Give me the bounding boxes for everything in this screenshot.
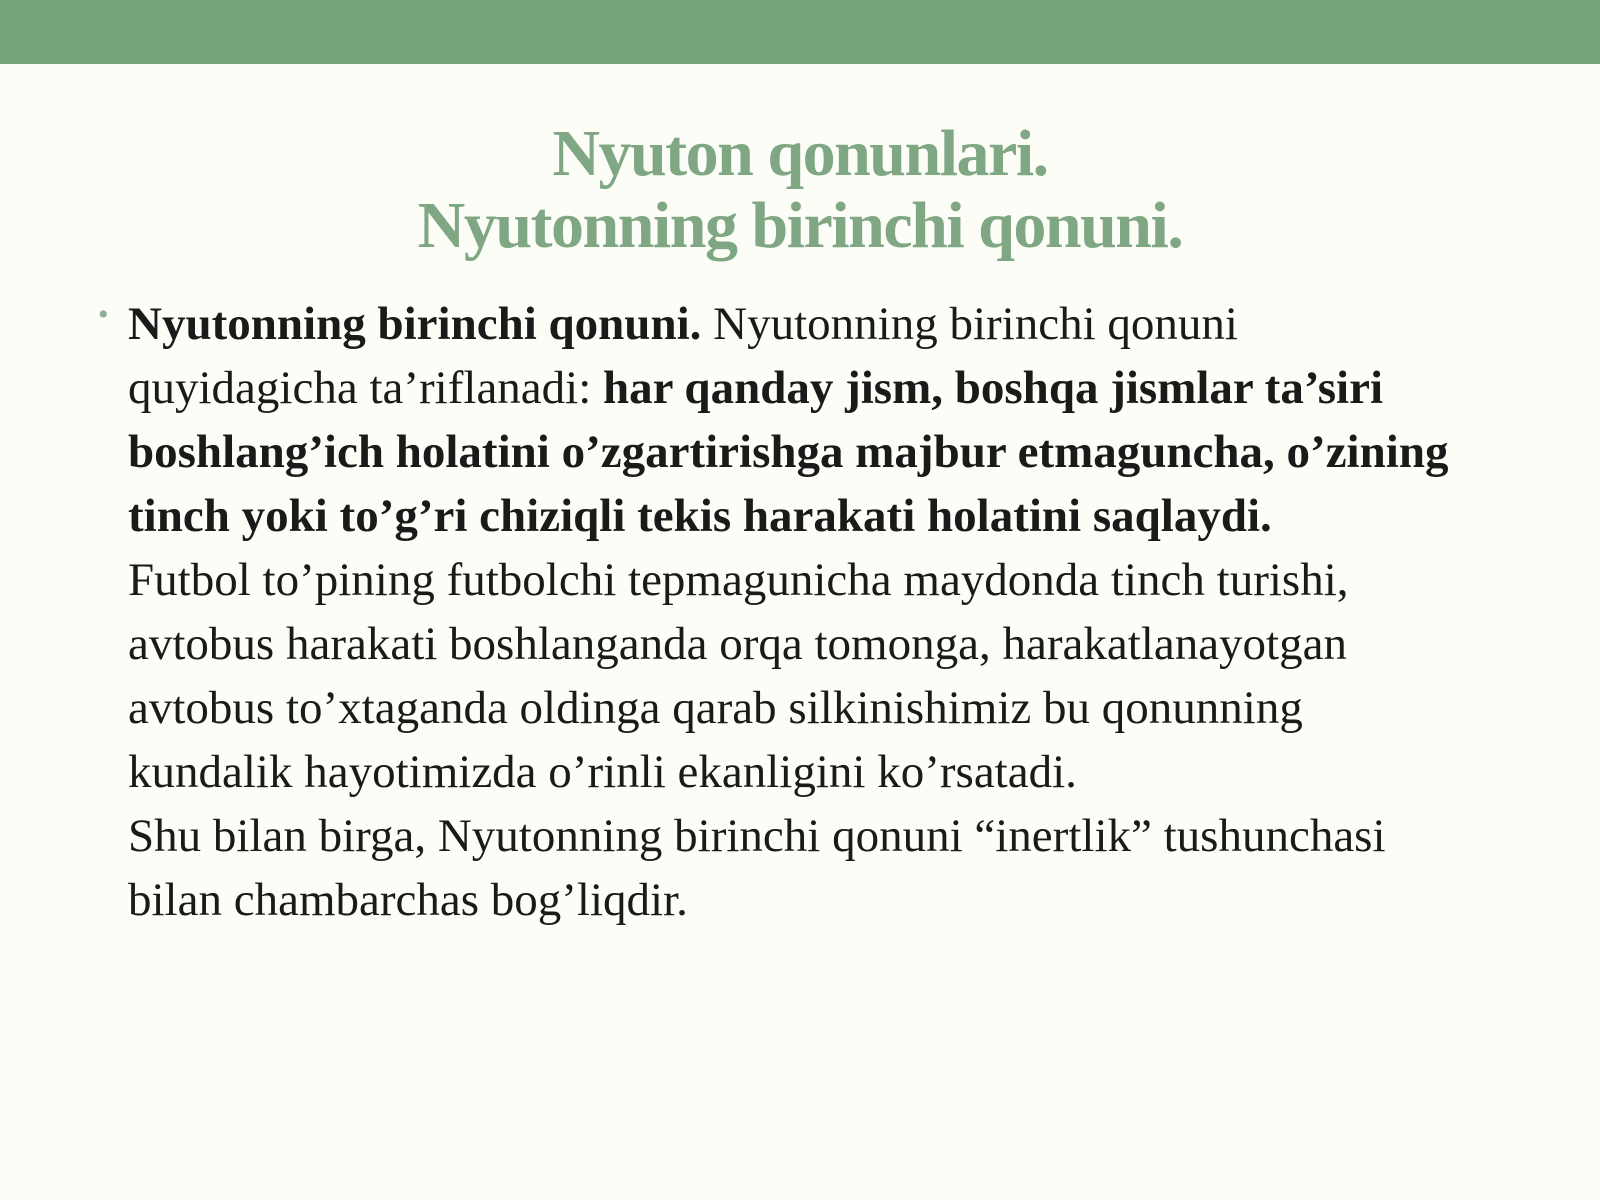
bullet-dot-icon: •: [98, 298, 109, 331]
bold-lead: Nyutonning birinchi qonuni.: [128, 298, 702, 350]
title-line-1: Nyuton qonunlari.: [552, 117, 1048, 190]
slide-title: [0, 118, 1600, 262]
header-accent-bar: [0, 0, 1600, 64]
bullet-text: [128, 292, 1478, 932]
title-line-2: Nyutonning birinchi qonuni.: [417, 189, 1183, 262]
example-paragraph: Futbol to’pining futbolchi tepmagunicha maydonda tinch turishi, avtobus harakati boshlanganda orqa tomonga, harakatlanayotgan avtobus to’xtaganda oldinga qarab silkinishimiz bu qonunning kundalik hayotimizda o’rinli ekanligini ko’rsatadi.: [128, 554, 1349, 798]
definition-intro: Nyutonning birinchi qonuni quyidagicha ta’riflanadi:: [128, 298, 1238, 414]
inertia-paragraph: Shu bilan birga, Nyutonning birinchi qonuni “inertlik” tushunchasi bilan chambarchas bog’liqdir.: [128, 810, 1386, 926]
law-definition: har qanday jism, boshqa jismlar ta’siri boshlang’ich holatini o’zgartirishga majbur etmaguncha, o’zining tinch yoki to’g’ri chiziqli tekis harakati holatini saqlaydi.: [128, 362, 1449, 542]
slide-body: [98, 292, 1478, 932]
